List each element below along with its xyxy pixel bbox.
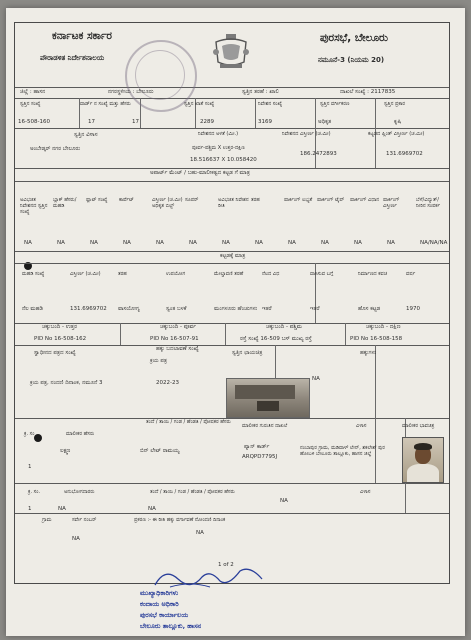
site-number-header: ನಿವೇಶನ ಸಂಖ್ಯೆ (258, 101, 283, 107)
rights-value: NA (312, 376, 320, 382)
apartment-column-header: ಅವಿಭಜಿತ ನಿವೇಶನದ ಸ್ವತ್ತಿನ ಸಂಖ್ಯೆ (20, 197, 48, 215)
apartment-column-header: ಪಾರ್ಕಿಂಗ್ ಲಭ್ಯತೆ (284, 197, 313, 203)
stamp-line: ಮುಖ್ಯಾಧಿಕಾರಿಗಳು (140, 589, 179, 597)
khata-number-header: ಸ್ವತ್ತಿನ ಖಾತೆ ಸಂಖ್ಯೆ (184, 101, 215, 107)
building-column-header: ನೆಲದ ವಿಧ (262, 271, 280, 277)
building-column-header: ವರ್ಷ (406, 271, 416, 277)
apartment-cell: NA (57, 240, 65, 246)
built-area-label: ಕಟ್ಟಡದ ಪ್ಲಿಂತ್ ವಿಸ್ತೀರ್ಣ (ಚ.ಮೀ) (368, 131, 425, 137)
building-column-header: ನಿರ್ಮಾಣದ ಕವಚ (358, 271, 388, 277)
building-cell: ನೆಲ ಮಹಡಿ (22, 306, 43, 312)
property-number: 16-508-160 (18, 119, 50, 125)
owner-address-header: ವಿಳಾಸ (356, 423, 367, 429)
ward-name: 17 (132, 119, 139, 125)
form-number: ನಮೂನೆ-3 (ನಿಯಮ 20) (318, 56, 385, 64)
apartment-column-header: ಪಾರ್ಕಿಂಗ್ ವಿಧಾನ (350, 197, 380, 203)
document-change-label: ಹಕ್ಕು ಬದಲಾವಣೆ ಸಂಖ್ಯೆ (156, 346, 199, 352)
apartment-column-header: ಪಾರ್ಕಿಂಗ್ ಟೈಪ್ (317, 197, 345, 203)
acquisition-value: ಕ್ರಯ ಪತ್ರ (150, 358, 168, 364)
boundary-north-label: ಚಕ್ಕುಬಂದಿ - ಉತ್ತರ (42, 324, 78, 330)
address-label: ಸ್ವತ್ತಿನ ವಿಳಾಸ (74, 132, 98, 138)
possessor-address-header: ವಿಳಾಸ (360, 489, 371, 495)
owner-serial: 1 (28, 464, 32, 470)
apartment-cell: NA (354, 240, 362, 246)
site-area-label: ನಿವೇಶನದ ವಿಸ್ತೀರ್ಣ (ಚ.ಮೀ) (282, 131, 331, 137)
possessor-serial-header: ಕ್ರ. ಸಂ. (28, 489, 41, 495)
building-cell: ಮಂಗಳೂರು ಹೆಂಚುಗಳು (214, 306, 258, 312)
apartment-cell: NA (288, 240, 296, 246)
classification-header: ಸ್ವತ್ತಿನ ವರ್ಗೀಕರಣ (320, 101, 350, 107)
acquisition-label: ಸ್ವಾಧೀನದ ಪತ್ರದ ಸಂಖ್ಯೆ (34, 350, 76, 356)
owner-id-number: ARQPD7795J (242, 454, 278, 460)
village-label: ಗ್ರಾಮ (42, 517, 52, 523)
transfer-note-label: ಪ್ರಕರಣ :- ಈ ರೀತಿ ಹಕ್ಕು ವರ್ಗಾವಣೆ ನೋಂದಣಿ ದಿನಾಂಕ (134, 517, 226, 523)
government-title: ಕರ್ನಾಟಕ ಸರ್ಕಾರ (52, 30, 112, 42)
building-cell: ಸ್ವಂತ ಬಳಕೆ (166, 306, 187, 312)
apartment-column-header: ಅವಿಭಜಿತ ನಿವೇಶನ ರೀತಿ (218, 197, 249, 209)
building-column-header: ಉಪಯೋಗ (166, 271, 186, 277)
possessor-name: NA (58, 506, 66, 512)
apartment-column-header: ಬೆಳೆ/ವಿದ್ಯುತ್/ನೀರಿನ ಸಂಪರ್ಕ (416, 197, 441, 209)
possessor-parent-header: ತಂದೆ / ತಾಯಿ / ಗಂಡ / ಹೆಂಡತಿ / ಪೋಷಕರ ಹೆಸರು (150, 489, 235, 495)
apartment-cell: NA (189, 240, 197, 246)
building-cell: 131.6969702 (70, 306, 107, 312)
building-cell: ಹೊಸ ಕಟ್ಟಡ (358, 306, 381, 312)
apartment-cell: NA (156, 240, 164, 246)
apartment-cell: NA (90, 240, 98, 246)
apartment-cell: NA (387, 240, 395, 246)
apartment-column-header: ಕಾರ್ಪೆಟ್ (119, 197, 134, 203)
boundary-south-value: PID No 16-508-158 (350, 336, 403, 342)
building-cell: ಇತರೆ (310, 306, 320, 312)
apartment-column-header: ಫ್ಲಾಟ್ ಸಂಖ್ಯೆ (86, 197, 108, 203)
stamp-line: ಪುರಸಭೆ ಕಾರ್ಯಾಲಯ (140, 611, 189, 619)
district-label: ಜಿಲ್ಲೆ : ಹಾಸನ (20, 89, 46, 95)
boundary-west-label: ಚಕ್ಕುಬಂದಿ - ಪಶ್ಚಿಮ (266, 324, 303, 330)
receipt-number: ದಾಖಲೆ ಸಂಖ್ಯೆ : 2117835 (340, 89, 396, 95)
town-label: ನಗರಸ್ಥಳೀಯ : ಬೇಲೂರು (108, 89, 154, 95)
survey-label: ಸರ್ವೇ ನಂಬರ್ (72, 517, 97, 523)
owner-name: ಲಕ್ಷ್ಮಣ (60, 448, 71, 454)
boundary-south-label: ಚಕ್ಕುಬಂದಿ - ದಕ್ಷಿಣ (366, 324, 401, 330)
building-column-header: ಮಹಡಿ ಸಂಖ್ಯೆ (22, 271, 45, 277)
property-number-header: ಸ್ವತ್ತಿನ ಸಂಖ್ಯೆ (20, 101, 41, 107)
apartment-column-header: ಪಾರ್ಕಿಂಗ್ ವಿಸ್ತೀರ್ಣ (383, 197, 400, 209)
owner-parent: ಬಿನ್ ಲೇಟ್ ರಾಮಯ್ಯ (140, 448, 180, 454)
department-title: ಪೌರಾಡಳಿತ ನಿರ್ದೇಶನಾಲಯ (40, 54, 105, 62)
transfer-note-value: NA (196, 530, 204, 536)
building-column-header: ವಿಸ್ತೀರ್ಣ (ಚ.ಮೀ) (70, 271, 101, 277)
apartment-cell: NA (123, 240, 131, 246)
ward-header: ವಾರ್ಡ್ ನ ಸಂಖ್ಯೆ ಮತ್ತು ಹೆಸರು (80, 101, 131, 107)
apartment-column-header: ಸೂಪರ್ (185, 197, 199, 203)
apartment-cell: NA (24, 240, 32, 246)
building-cell: 1970 (406, 306, 420, 312)
khata-number: 2289 (200, 119, 214, 125)
registration-year: 2022-23 (156, 380, 179, 386)
registration-label: ಕ್ರಯ ಪತ್ರ, ನಂದಣಿ ದಿನಾಂಕ, ನಮೂನೆ 3 (30, 380, 103, 386)
owner-name-header: ಮಾಲೀಕರ ಹೆಸರು (66, 431, 95, 437)
municipality-title: ಪುರಸಭೆ, ಬೇಲೂರು (320, 32, 388, 44)
owner-photo-header: ಮಾಲೀಕರ ಭಾವಚಿತ್ರ (402, 423, 435, 429)
property-photo (226, 378, 310, 418)
ward-number: 17 (88, 119, 95, 125)
property-kind-header: ಸ್ವತ್ತಿನ ಪ್ರಕಾರ (384, 101, 406, 107)
apartment-cell: NA (255, 240, 263, 246)
apartment-cell: NA/NA/NA (420, 240, 448, 246)
owner-id-header: ಮಾಲೀಕರ ಗುರುತಿನ ದಾಖಲೆ (242, 423, 288, 429)
owner-serial-header: ಕ್ರ. ಸಂ (24, 431, 35, 437)
building-cell: ವಾಸಯೋಗ್ಯ (118, 306, 140, 312)
stamp-line: ಕಂದಾಯ ಅಧಿಕಾರಿ (140, 600, 179, 608)
building-column-header: ತರಹ (118, 271, 127, 277)
apartment-cell: NA (222, 240, 230, 246)
property-photo-label: ಸ್ವತ್ತಿನ ಛಾಯಚಿತ್ರ (232, 350, 263, 356)
building-section-title: ಕಟ್ಟಡಕ್ಕೆ ಮಾತ್ರ (220, 253, 246, 259)
boundary-north-value: PID No 16-508-162 (34, 336, 87, 342)
owner-address: ನಂಬಾಪುರ ಗ್ರಾಮ, ಮಡಿವಾಳ್ ಲೇನ್, ಶಕಲೇಶ್ ಪುರ ಹೋಬಳಿ ಬೇಲೂರು ತಾಲ್ಲೂಕು, ಹಾಸನ ಜಿಲ್ಲೆ (300, 445, 385, 457)
official-seal-stamp (140, 565, 270, 637)
boundary-east-value: PID No 16-507-91 (150, 336, 199, 342)
owner-parent-header: ತಂದೆ / ತಾಯಿ / ಗಂಡ / ಹೆಂಡತಿ / ಪೋಷಕರ ಹೆಸರು (146, 419, 231, 425)
classification-value: ಅಧಿಕೃತ (318, 119, 332, 125)
building-column-header: ಮೇಲ್ಚಾವಣಿ ತರಹೆ (214, 271, 244, 277)
boundary-east-label: ಚಕ್ಕುಬಂದಿ - ಪೂರ್ವ (160, 324, 197, 330)
property-kind-value: ಕೃಷಿ (394, 119, 402, 125)
possessor-serial: 1 (28, 506, 32, 512)
owner-id-type: ಪ್ಯಾನ್ ಕಾರ್ಡ್ (244, 444, 270, 450)
rights-label: ಹಕ್ಕುಗಳು (360, 350, 377, 356)
site-size-label: ನಿವೇಶನದ ಅಳತೆ (ಮೀ.) (198, 131, 239, 137)
site-area-value: 186.2472893 (300, 151, 337, 157)
possessor-parent: NA (148, 506, 156, 512)
owner-photo (402, 437, 444, 483)
possessor-name-header: ಅನುಭೋಗದಾರರು (64, 489, 95, 495)
signature-icon (150, 565, 270, 591)
property-type-label: ಸ್ವತ್ತಿನ ತರಹೆ : ಖಾಲಿ (242, 89, 279, 95)
possessor-address: NA (280, 498, 288, 504)
built-area-value: 131.6969702 (386, 151, 423, 157)
apartment-column-header: ವಿಸ್ತೀರ್ಣ (ಚ.ಮೀ) ಅಧಿಕೃತ ಬಿಲ್ಟ್ (152, 197, 183, 209)
apartment-cell: NA (321, 240, 329, 246)
site-size-orientation: ಪೂರ್ವ-ಪಶ್ಚಿಮ X ಉತ್ತರ-ದಕ್ಷಿಣ (192, 145, 245, 151)
address-value: ಅಂಬೇಡ್ಕರ್ ನಗರ ಬೇಲೂರು (30, 146, 81, 152)
survey-value: NA (72, 536, 80, 542)
apartment-column-header: ಬ್ಲಾಕ್ ಹೆಸರು/ ಮಹಡಿ (53, 197, 77, 209)
state-emblem-icon (208, 32, 254, 72)
site-dimensions: 18.516637 X 10.058420 (190, 157, 257, 163)
site-number: 3169 (258, 119, 272, 125)
page-number: 1 of 2 (218, 562, 234, 568)
building-column-header: ವಾಸಿಸುವ ಬಗ್ಗೆ (310, 271, 334, 277)
stamp-line: ಬೇಲೂರು ತಾಲ್ಲೂಕು, ಹಾಸನ (140, 622, 202, 630)
apartment-column-header: ತರಹ (251, 197, 260, 203)
building-cell: ಇತರೆ (262, 306, 272, 312)
boundary-west-value: ರಸ್ತೆ ಸಂಖ್ಯೆ 16-509 ಬಸ್ ಮುಖ್ಯ ರಸ್ತೆ (240, 336, 312, 342)
apartment-section-title: ಅಪಾರ್ಟ್ ಮೆಂಟ್ / ಬಹು-ಮಾಲೀಕತ್ವದ ಕಟ್ಟಡ ಗೆ ಮಾತ್ರ (150, 170, 250, 176)
